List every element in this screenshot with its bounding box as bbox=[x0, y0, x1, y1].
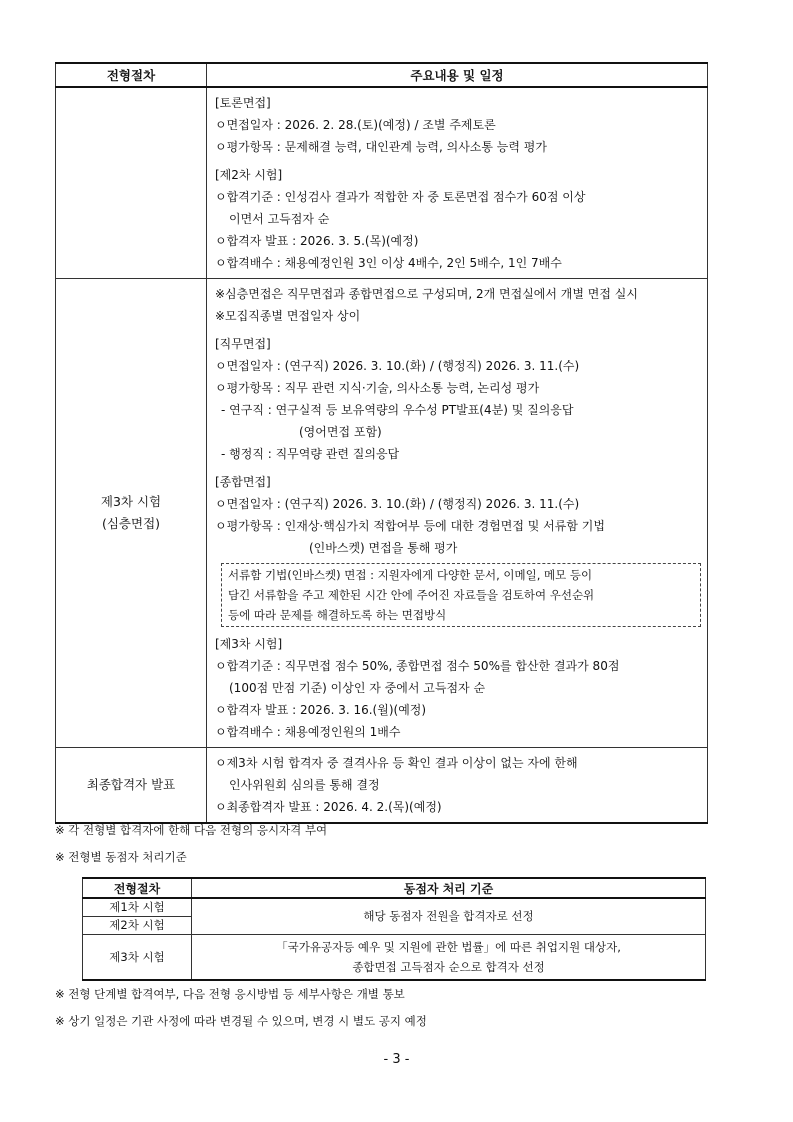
table-row bbox=[83, 935, 706, 981]
section-title: [제2차 시험] bbox=[215, 168, 283, 182]
step-cell-empty bbox=[56, 87, 207, 279]
job-interview-block bbox=[215, 333, 701, 465]
step-sublabel: (심층면접) bbox=[101, 516, 161, 531]
list-item-continued: 이면서 고득점자 순 bbox=[229, 212, 330, 226]
discussion-interview-block bbox=[215, 92, 701, 158]
list-item: ㅇ면접일자 : (연구직) 2026. 3. 10.(화) / (행정직) 2026. 3. 11.(수) bbox=[215, 497, 580, 511]
list-item: ㅇ합격기준 : 인성검사 결과가 적합한 자 중 토론면접 점수가 60점 이상 bbox=[215, 190, 586, 204]
list-item-continued: (100점 만점 기준) 이상인 자 중에서 고득점자 순 bbox=[229, 681, 486, 695]
step-cell-round3 bbox=[56, 279, 207, 748]
step-cell: 제1차 시험 bbox=[83, 898, 192, 917]
rule-cell: 해당 동점자 전원을 합격자로 선정 bbox=[192, 898, 706, 935]
header-rule: 동점자 처리 기준 bbox=[192, 878, 706, 898]
rule-line: 종합면접 고득점자 순으로 합격자 선정 bbox=[352, 960, 545, 974]
list-item: ㅇ평가항목 : 문제해결 능력, 대인관계 능력, 의사소통 능력 평가 bbox=[215, 140, 547, 154]
sub-item: - 연구직 : 연구실적 등 보유역량의 우수성 PT발표(4분) 및 질의응답 bbox=[221, 403, 574, 417]
inbasket-explanation-box bbox=[221, 563, 701, 627]
note-tie-criteria: ※ 전형별 동점자 처리기준 bbox=[55, 850, 187, 864]
table-header-row bbox=[83, 878, 706, 898]
list-item-continued: (인바스켓) 면접을 통해 평가 bbox=[309, 541, 458, 555]
table-row bbox=[56, 748, 708, 824]
list-item: ㅇ합격배수 : 채용예정인원 3인 이상 4배수, 2인 5배수, 1인 7배수 bbox=[215, 256, 562, 270]
sub-item: - 행정직 : 직무역량 관련 질의응답 bbox=[221, 447, 400, 461]
list-item: ㅇ제3차 시험 합격자 중 결격사유 등 확인 결과 이상이 없는 자에 한해 bbox=[215, 756, 578, 770]
note-line: ※모집직종별 면접일자 상이 bbox=[215, 309, 361, 323]
header-step: 전형절차 bbox=[83, 878, 192, 898]
step-cell-final: 최종합격자 발표 bbox=[56, 748, 207, 824]
tie-breaker-table bbox=[82, 877, 706, 981]
box-line: 서류함 기법(인바스켓) 면접 : 지원자에게 다양한 문서, 이메일, 메모 등이 bbox=[228, 568, 593, 582]
round2-block bbox=[215, 164, 701, 274]
list-item: ㅇ합격배수 : 채용예정인원의 1배수 bbox=[215, 725, 401, 739]
header-content: 주요내용 및 일정 bbox=[207, 63, 708, 87]
header-step: 전형절차 bbox=[56, 63, 207, 87]
list-item: ㅇ합격기준 : 직무면접 점수 50%, 종합면접 점수 50%를 합산한 결과가 80점 bbox=[215, 659, 620, 673]
step-cell: 제2차 시험 bbox=[83, 917, 192, 935]
box-line: 등에 따라 문제를 해결하도록 하는 면접방식 bbox=[228, 608, 447, 622]
note-eligibility: ※ 각 전형별 합격자에 한해 다음 전형의 응시자격 부여 bbox=[55, 823, 328, 837]
note-schedule-change: ※ 상기 일정은 기관 사정에 따라 변경될 수 있으며, 변경 시 별도 공지 예정 bbox=[55, 1014, 427, 1028]
content-cell-final bbox=[207, 748, 708, 824]
rule-line: 「국가유공자등 예우 및 지원에 관한 법률」에 따른 취업지원 대상자, bbox=[276, 940, 621, 954]
table-row bbox=[56, 87, 708, 279]
step-cell: 제3차 시험 bbox=[83, 935, 192, 981]
table-row bbox=[56, 279, 708, 748]
list-item: ㅇ평가항목 : 직무 관련 지식·기술, 의사소통 능력, 논리성 평가 bbox=[215, 381, 540, 395]
list-item: ㅇ최종합격자 발표 : 2026. 4. 2.(목)(예정) bbox=[215, 800, 442, 814]
page-number: - 3 - bbox=[383, 1052, 410, 1067]
notes-block bbox=[215, 283, 701, 327]
table-row bbox=[83, 898, 706, 917]
section-title: [직무면접] bbox=[215, 337, 271, 351]
note-notification: ※ 전형 단계별 합격여부, 다음 전형 응시방법 등 세부사항은 개별 통보 bbox=[55, 987, 405, 1001]
sub-item-continued: (영어면접 포함) bbox=[299, 425, 382, 439]
note-line: ※심층면접은 직무면접과 종합면접으로 구성되며, 2개 면접실에서 개별 면접 실시 bbox=[215, 287, 638, 301]
comprehensive-interview-block bbox=[215, 471, 701, 627]
list-item: ㅇ합격자 발표 : 2026. 3. 16.(월)(예정) bbox=[215, 703, 427, 717]
list-item: ㅇ면접일자 : (연구직) 2026. 3. 10.(화) / (행정직) 2026. 3. 11.(수) bbox=[215, 359, 580, 373]
content-cell-round3 bbox=[207, 279, 708, 748]
round3-block bbox=[215, 633, 701, 743]
list-item: ㅇ합격자 발표 : 2026. 3. 5.(목)(예정) bbox=[215, 234, 419, 248]
section-title: [토론면접] bbox=[215, 96, 271, 110]
section-title: [제3차 시험] bbox=[215, 637, 283, 651]
box-line: 담긴 서류함을 주고 제한된 시간 안에 주어진 자료들을 검토하여 우선순위 bbox=[228, 588, 595, 602]
selection-process-table bbox=[55, 62, 708, 824]
table-header-row bbox=[56, 63, 708, 87]
content-cell-round2 bbox=[207, 87, 708, 279]
section-title: [종합면접] bbox=[215, 475, 271, 489]
step-label: 제3차 시험 bbox=[100, 494, 162, 509]
list-item-continued: 인사위원회 심의를 통해 결정 bbox=[229, 778, 380, 792]
list-item: ㅇ평가항목 : 인재상·핵심가치 적합여부 등에 대한 경험면접 및 서류함 기법 bbox=[215, 519, 605, 533]
rule-cell bbox=[192, 935, 706, 981]
list-item: ㅇ면접일자 : 2026. 2. 28.(토)(예정) / 조별 주제토론 bbox=[215, 118, 496, 132]
